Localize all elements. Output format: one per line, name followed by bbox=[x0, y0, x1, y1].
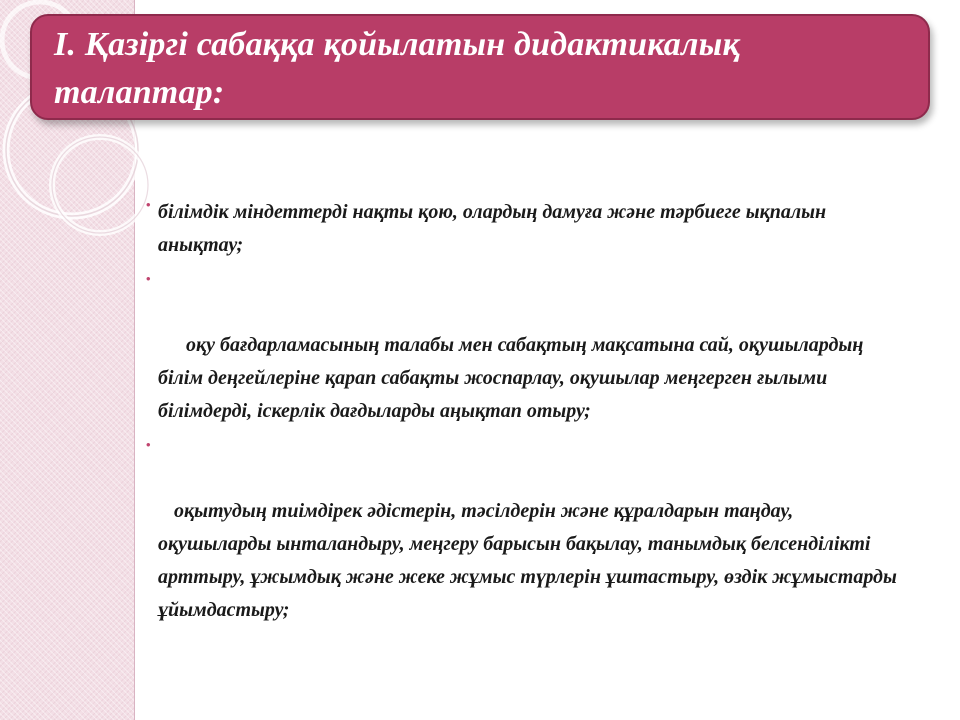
bullet-dot-icon: • bbox=[146, 271, 151, 286]
spacer bbox=[148, 295, 898, 329]
spacer bbox=[148, 461, 898, 495]
list-item-text: білімдік міндеттерді нақты қою, олардың дамуға және тәрбиеге ықпалын анықтау; bbox=[158, 201, 827, 256]
slide-title-bar bbox=[30, 14, 930, 120]
list-item bbox=[148, 495, 898, 627]
bullet-dot-icon: • bbox=[146, 197, 151, 212]
list-item bbox=[148, 329, 898, 428]
bullet-dot-icon: • bbox=[146, 437, 151, 452]
bullet-list bbox=[148, 196, 898, 627]
slide-title: I. Қазіргі сабаққа қойылатын дидактикалық талаптар: bbox=[54, 26, 740, 111]
list-item bbox=[148, 196, 898, 262]
list-item-text: оқытудың тиімдірек әдістерін, тәсілдерін және құралдарын таңдау, оқушыларды ынталандыру, меңгеру барысын бақылау, танымдық белсенділікті арттыру, ұжымдық және жеке жұмыс түрлерін ұштастыру, өздік жұмыстарды ұйымдастыру; bbox=[158, 500, 897, 621]
list-item-text: оқу бағдарламасының талабы мен сабақтың мақсатына сай, оқушылардың білім деңгейлеріне қарап сабақты жоспарлау, оқушылар меңгерген ғылыми білімдерді, іскерлік дағдыларды аңықтап отыру; bbox=[158, 334, 864, 422]
